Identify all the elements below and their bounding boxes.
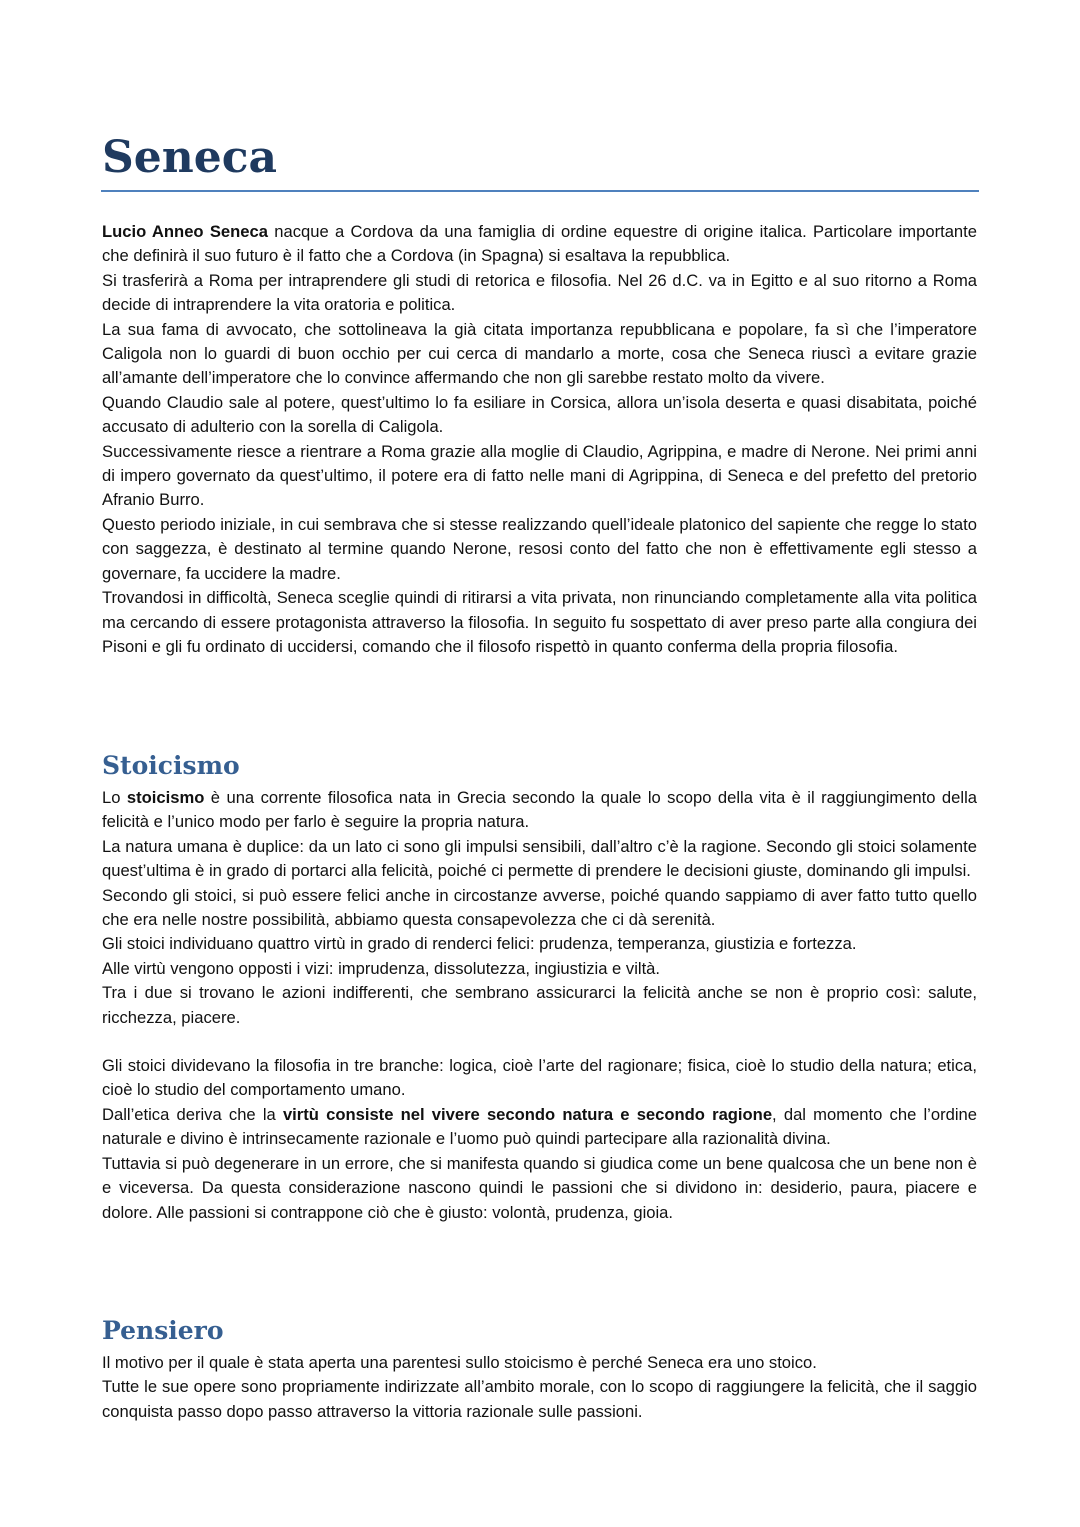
page-title: Seneca [102,132,278,183]
stoicismo-paragraph-6: Tra i due si trovano le azioni indifferenti, che sembrano assicurarci la felicità anche se non è proprio così: salute, ricchezza, piacere. [102,983,977,1027]
stoicismo-paragraph-1: Lo stoicismo è una corrente filosofica nata in Grecia secondo la quale lo scopo della vita è il raggiungimento della felicità e l’unico modo per farlo è seguire la propria natura. [102,788,977,832]
stoicismo-paragraph-4: Gli stoici individuano quattro virtù in grado di renderci felici: prudenza, temperanza, giustizia e fortezza. [102,934,857,954]
heading-pensiero: Pensiero [102,1316,224,1345]
stoicismo-paragraph-7: Gli stoici dividevano la filosofia in tre branche: logica, cioè l’arte del ragionare; fisica, cioè lo studio della natura; etica, cioè lo studio del comportamento umano. [102,1056,977,1100]
heading-stoicismo: Stoicismo [102,751,240,780]
stoicismo-paragraph-9: Tuttavia si può degenerare in un errore, che si manifesta quando si giudica come un bene qualcosa che un bene non è e viceversa. Da questa considerazione nascono quindi le passioni che si dividono in: desiderio, paura, piacere e dolore. Alle passioni si contrappone ciò che è giusto: volontà, prudenza, gioia. [102,1153,977,1222]
intro-paragraph-3: La sua fama di avvocato, che sottolineava la già citata importanza repubblicana e popolare, fa sì che l’imperatore Caligola non lo guardi di buon occhio per cui cerca di mandarlo a morte, cosa che Seneca riuscì a evitare grazie all’amante dell’imperatore che lo convince affermando che non gli sarebbe restato molto da vivere. [102,319,977,388]
title-underline [101,190,979,192]
pensiero-section [102,1351,977,1424]
stoicismo-paragraph-8: Dall’etica deriva che la virtù consiste nel vivere secondo natura e secondo ragione, dal momento che l’ordine naturale e divino è intrinsecamente razionale e l’uomo può quindi partecipare alla razionalità divina. [102,1104,977,1149]
intro-paragraph-2: Si trasferirà a Roma per intraprendere gli studi di retorica e filosofia. Nel 26 d.C. va in Egitto e al suo ritorno a Roma decide di intraprendere la vita oratoria e politica. [102,270,977,315]
intro-name-bold: Lucio Anneo Seneca [102,222,268,241]
pensiero-paragraph-2: Tutte le sue opere sono propriamente indirizzate all’ambito morale, con lo scopo di raggiungere la felicità, che il saggio conquista passo dopo passo attraverso la vittoria razionale sulle passioni. [102,1377,977,1421]
intro-paragraph-6: Questo periodo iniziale, in cui sembrava che si stesse realizzando quell’ideale platonico del sapiente che regge lo stato con saggezza, è destinato al termine quando Nerone, resosi conto del fatto che non è effettivamente egli stesso a governare, fa uccidere la madre. [102,514,977,583]
pensiero-paragraph-1: Il motivo per il quale è stata aperta una parentesi sullo stoicismo è perché Seneca era uno stoico. [102,1353,817,1372]
stoicismo-section [102,786,977,1225]
intro-section [102,220,977,659]
intro-paragraph-4: Quando Claudio sale al potere, quest’ultimo lo fa esiliare in Corsica, allora un’isola deserta e quasi disabitata, poiché accusato di adulterio con la sorella di Caligola. [102,392,977,437]
stoicismo-paragraph-5: Alle virtù vengono opposti i vizi: imprudenza, dissolutezza, ingiustizia e viltà. [102,958,661,978]
intro-paragraph-7: Trovandosi in difficoltà, Seneca sceglie quindi di ritirarsi a vita privata, non rinunciando completamente alla vita politica ma cercando di essere protagonista attraverso la filosofia. In seguito fu sospettato di aver preso parte alla congiura dei Pisoni e gli fu ordinato di uccidersi, comando che il filosofo rispettò in quanto conferma della propria filosofia. [102,588,977,656]
intro-paragraph-1: Lucio Anneo Seneca nacque a Cordova da una famiglia di ordine equestre di origine italica. Particolare importante che definirà il suo futuro è il fatto che a Cordova (in Spagna) si esaltava la repubblica. [102,222,978,266]
stoicismo-paragraph-3: Secondo gli stoici, si può essere felici anche in circostanze avverse, poiché quando sappiamo di aver fatto tutto quello che era nelle nostre possibilità, abbiamo questa consapevolezza che ci dà serenità. [102,885,977,930]
stoicismo-paragraph-2: La natura umana è duplice: da un lato ci sono gli impulsi sensibili, dall’altro c’è la ragione. Secondo gli stoici solamente quest’ultima è in grado di portarci alla felicità, poiché ci permette di prendere le decisioni giuste, dominando gli impulsi. [102,836,977,881]
intro-paragraph-5: Successivamente riesce a rientrare a Roma grazie alla moglie di Claudio, Agrippina, e madre di Nerone. Nei primi anni di impero governato da quest’ultimo, il potere era di fatto nelle mani di Agrippina, di Seneca e del prefetto del pretorio Afranio Burro. [102,441,977,510]
